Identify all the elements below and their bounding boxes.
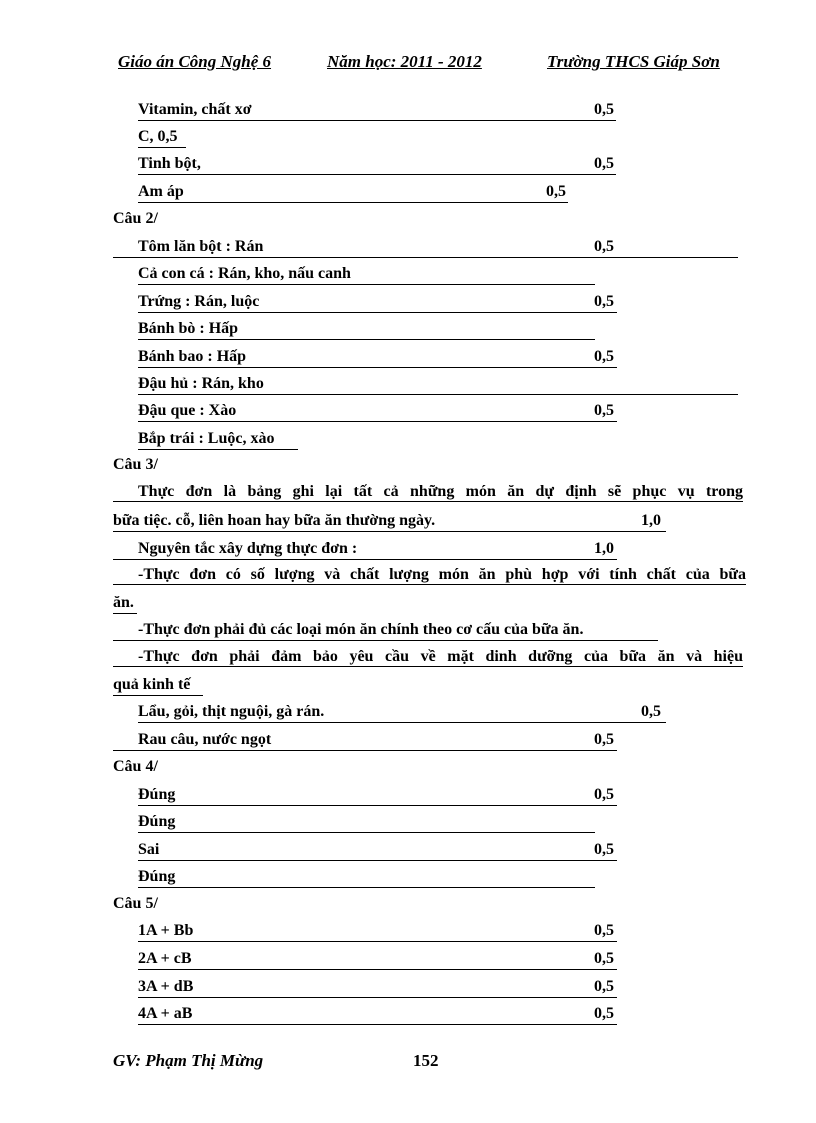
answer-text: 4A + aB [138,1005,193,1022]
answer-score: 0,5 [594,922,614,939]
answer-score: 0,5 [594,348,614,365]
answer-row [138,811,595,833]
answer-row [138,1003,617,1025]
answer-score: 0,5 [594,101,614,118]
dish-score: 0,5 [641,703,661,720]
answer-score: 0,5 [594,293,614,310]
answer-row [138,153,616,175]
answer-text: Đúng [138,813,176,830]
answer-row [138,920,617,942]
answer-score: 0,5 [546,183,566,200]
answer-score: 0,5 [594,402,614,419]
definition-line-1: Thực đơn là bảng ghi lại tất cả những món ăn dự định sẽ phục vụ trong [138,483,743,501]
answer-text: C, 0,5 [138,128,178,145]
answer-text: Tinh bột, [138,155,201,172]
question-3-title: Câu 3/ [113,456,158,473]
rule-1-line-2: ăn. [113,592,139,614]
answer-text: 2A + cB [138,950,192,967]
rule-3-line-2: quả kinh tế [113,674,205,696]
answer-row [138,866,595,888]
answer-row [138,839,617,861]
answer-row [113,346,617,368]
answer-text: Bánh bao : Hấp [138,348,247,365]
principle-row: Nguyên tắc xây dựng thực đơn : 1,0 [113,538,617,560]
answer-text: Bánh bò : Hấp [138,320,239,337]
answer-text: Bắp trái : Luộc, xào [138,430,275,447]
answer-score: 0,5 [594,950,614,967]
answer-text: Đậu hủ : Rán, kho [138,375,264,392]
dish-score: 0,5 [594,731,614,748]
answer-score: 0,5 [594,978,614,995]
question-4-title: Câu 4/ [113,758,158,775]
answer-row [138,948,617,970]
principle-score: 1,0 [594,540,614,557]
answer-text: Vitamin, chất xơ [138,101,252,118]
answer-text: Am áp [138,183,184,200]
definition-score: 1,0 [641,512,661,529]
answer-text: Đúng [138,786,176,803]
question-2-title: Câu 2/ [113,210,158,227]
answer-row [113,263,595,285]
header-school: Trường THCS Giáp Sơn [547,52,720,71]
answer-score: 0,5 [594,841,614,858]
footer-teacher: GV: Phạm Thị Mừng [113,1051,264,1070]
answer-score: 0,5 [594,1005,614,1022]
rule-3-line-1: -Thực đơn phải đảm bảo yêu cầu về mặt dinh dưỡng của bữa ăn và hiệu [138,648,743,666]
answer-row [138,976,617,998]
answer-row [113,400,617,422]
answer-score: 0,5 [594,786,614,803]
definition-line-2: bữa tiệc. cỗ, liên hoan hay bữa ăn thường ngày. 1,0 [113,510,666,532]
answer-row [113,428,298,450]
answer-text: Tôm lăn bột : Rán [138,238,264,255]
answer-text: Sai [138,841,160,858]
rule-1-line-1: -Thực đơn có số lượng và chất lượng món ăn phù hợp với tính chất của bữa [138,566,746,584]
header-subject: Giáo án Công Nghệ 6 [118,52,272,71]
question-5-title: Câu 5/ [113,895,158,912]
answer-row [138,181,568,203]
answer-text: 3A + dB [138,978,194,995]
answer-text: 1A + Bb [138,922,194,939]
answer-row [138,126,188,148]
answer-row [138,99,616,121]
answer-row [113,318,595,340]
answer-score: 0,5 [594,238,614,255]
page-number: 152 [413,1051,439,1070]
answer-row [138,784,617,806]
answer-score: 0,5 [594,155,614,172]
answer-row [113,236,738,258]
answer-text: Cả con cá : Rán, kho, nấu canh [138,265,351,282]
answer-text: Đậu que : Xào [138,402,237,419]
answer-row [113,291,617,313]
dish-row-1: Lẩu, gỏi, thịt nguội, gà rán. 0,5 [113,701,666,723]
header-school-year: Năm học: 2011 - 2012 [327,52,482,71]
dish-row-2: Rau câu, nước ngọt 0,5 [113,729,617,751]
answer-text: Đúng [138,868,176,885]
rule-2: -Thực đơn phải đủ các loại món ăn chính theo cơ cấu của bữa ăn. [113,619,658,641]
answer-row [113,373,738,395]
answer-text: Trứng : Rán, luộc [138,293,260,310]
